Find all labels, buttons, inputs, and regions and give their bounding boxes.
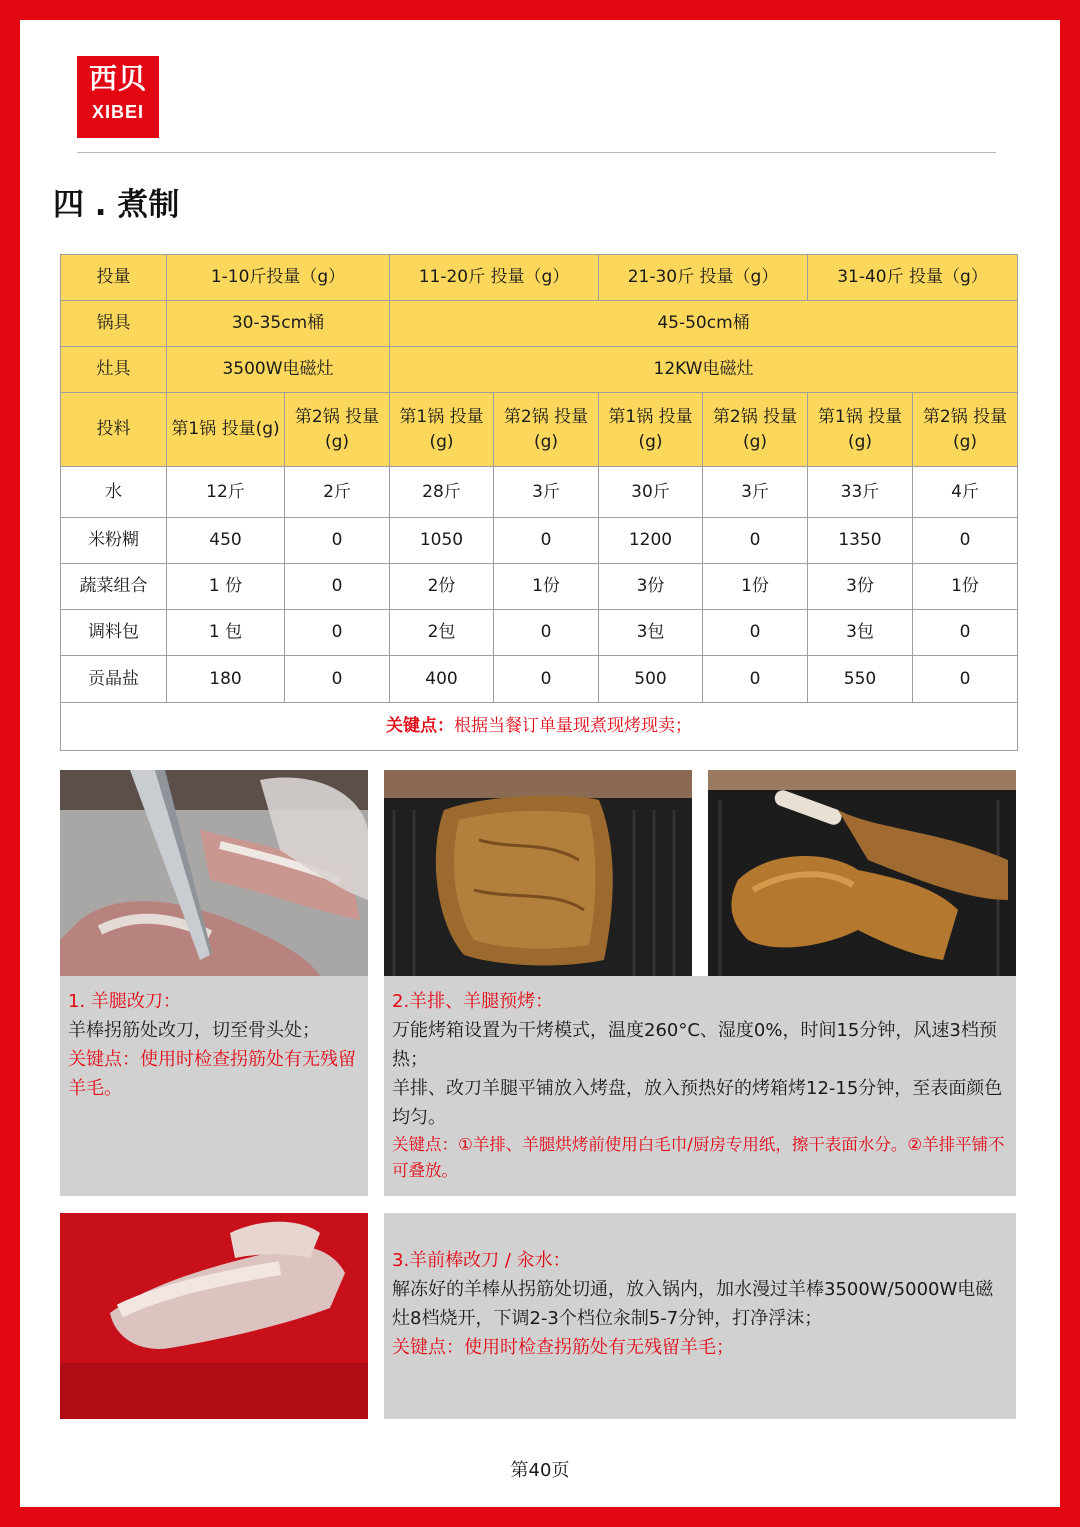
lamb-leg-cutting-illustration bbox=[60, 770, 368, 976]
logo-english-text: XIBEI bbox=[91, 102, 144, 122]
table-row bbox=[61, 518, 1018, 564]
group-header: 11-20斤 投量（g） bbox=[390, 255, 599, 301]
table-cell: 500 bbox=[599, 656, 703, 703]
table-cell: 450 bbox=[167, 518, 285, 564]
row-label: 贡晶盐 bbox=[61, 656, 167, 703]
key-point-label: 关键点： bbox=[386, 716, 454, 736]
table-cell: 12斤 bbox=[167, 467, 285, 518]
logo-chinese-text: 西贝 bbox=[88, 62, 147, 95]
step-3-title: 3.羊前棒改刀 / 汆水： bbox=[392, 1250, 571, 1271]
row-label: 锅具 bbox=[61, 301, 167, 347]
table-cell: 1350 bbox=[808, 518, 913, 564]
table-cell: 0 bbox=[494, 656, 599, 703]
step-1-caption bbox=[60, 976, 368, 1196]
page-number: 第40页 bbox=[510, 1460, 570, 1481]
step-2-body-2: 羊排、改刀羊腿平铺放入烤盘，放入预热好的烤箱烤12-15分钟，至表面颜色均匀。 bbox=[392, 1078, 1003, 1128]
row-label: 水 bbox=[61, 467, 167, 518]
table-row bbox=[61, 564, 1018, 610]
group-header: 21-30斤 投量（g） bbox=[599, 255, 808, 301]
table-row bbox=[61, 656, 1018, 703]
group-header: 31-40斤 投量（g） bbox=[808, 255, 1018, 301]
lamb-shank-cutting-illustration bbox=[60, 1213, 368, 1419]
row-label: 投量 bbox=[61, 255, 167, 301]
step-1-key-point: 关键点：使用时检查拐筋处有无残留羊毛。 bbox=[68, 1049, 356, 1099]
step-3-body: 解冻好的羊棒从拐筋处切通，放入锅内，加水漫过羊棒3500W/5000W电磁灶8档烧开，下调2-3个档位汆制5-7分钟，打净浮沫； bbox=[392, 1279, 994, 1329]
table-cell: 3份 bbox=[808, 564, 913, 610]
row-label: 灶具 bbox=[61, 347, 167, 393]
table-cell: 2斤 bbox=[285, 467, 390, 518]
table-row bbox=[61, 393, 1018, 467]
key-point-text: 根据当餐订单量现煮现烤现卖； bbox=[454, 716, 692, 736]
table-cell: 3包 bbox=[808, 610, 913, 656]
step-2-title: 2.羊排、羊腿预烤： bbox=[392, 991, 554, 1012]
roasted-lamb-legs-photo bbox=[708, 770, 1016, 976]
table-cell: 0 bbox=[913, 656, 1018, 703]
table-cell: 4斤 bbox=[913, 467, 1018, 518]
table-row bbox=[61, 610, 1018, 656]
roasted-lamb-rib-photo bbox=[384, 770, 692, 976]
table-cell: 12KW电磁灶 bbox=[390, 347, 1018, 393]
table-cell: 3500W电磁灶 bbox=[167, 347, 390, 393]
table-cell: 180 bbox=[167, 656, 285, 703]
table-cell: 0 bbox=[703, 656, 808, 703]
table-cell: 400 bbox=[390, 656, 494, 703]
column-header: 第2锅 投量(g) bbox=[494, 393, 599, 467]
table-cell: 0 bbox=[285, 610, 390, 656]
lamb-shank-cutting-photo bbox=[60, 1213, 368, 1419]
row-label: 蔬菜组合 bbox=[61, 564, 167, 610]
table-cell: 30-35cm桶 bbox=[167, 301, 390, 347]
column-header: 第1锅 投量(g) bbox=[599, 393, 703, 467]
step-2-key-point: 关键点：①羊排、羊腿烘烤前使用白毛巾/厨房专用纸，擦干表面水分。②羊排平铺不可叠放。 bbox=[392, 1135, 1005, 1180]
column-header: 第1锅 投量(g) bbox=[808, 393, 913, 467]
table-cell: 0 bbox=[494, 518, 599, 564]
column-header: 第2锅 投量(g) bbox=[703, 393, 808, 467]
table-cell: 3斤 bbox=[494, 467, 599, 518]
table-cell: 1200 bbox=[599, 518, 703, 564]
lamb-leg-cutting-photo bbox=[60, 770, 368, 976]
table-cell: 1 包 bbox=[167, 610, 285, 656]
table-cell: 3份 bbox=[599, 564, 703, 610]
table-cell: 0 bbox=[703, 610, 808, 656]
column-header: 第1锅 投量(g) bbox=[390, 393, 494, 467]
table-cell: 0 bbox=[913, 610, 1018, 656]
table-cell: 28斤 bbox=[390, 467, 494, 518]
step-1-title: 1. 羊腿改刀： bbox=[68, 991, 181, 1012]
group-header: 1-10斤投量（g） bbox=[167, 255, 390, 301]
table-cell: 0 bbox=[913, 518, 1018, 564]
step-2-caption bbox=[384, 976, 1016, 1196]
table-cell: 1050 bbox=[390, 518, 494, 564]
column-header: 第2锅 投量(g) bbox=[913, 393, 1018, 467]
table-row bbox=[61, 467, 1018, 518]
table-cell: 33斤 bbox=[808, 467, 913, 518]
column-header: 第1锅 投量(g) bbox=[167, 393, 285, 467]
section-title: 四 . 煮制 bbox=[53, 187, 180, 223]
step-3-caption bbox=[384, 1213, 1016, 1419]
table-cell: 0 bbox=[285, 564, 390, 610]
table-row bbox=[61, 255, 1018, 301]
table-cell: 1份 bbox=[703, 564, 808, 610]
table-row bbox=[61, 703, 1018, 751]
roasted-lamb-rib-illustration bbox=[384, 770, 692, 976]
table-row bbox=[61, 301, 1018, 347]
table-cell: 0 bbox=[494, 610, 599, 656]
table-cell: 30斤 bbox=[599, 467, 703, 518]
row-label: 投料 bbox=[61, 393, 167, 467]
table-cell: 3包 bbox=[599, 610, 703, 656]
table-cell: 1份 bbox=[494, 564, 599, 610]
table-cell: 2包 bbox=[390, 610, 494, 656]
xibei-logo bbox=[77, 56, 159, 138]
table-cell: 0 bbox=[285, 656, 390, 703]
table-cell: 3斤 bbox=[703, 467, 808, 518]
table-row bbox=[61, 347, 1018, 393]
step-3-key-point: 关键点：使用时检查拐筋处有无残留羊毛； bbox=[392, 1337, 734, 1358]
table-cell: 0 bbox=[703, 518, 808, 564]
row-label: 调料包 bbox=[61, 610, 167, 656]
roasted-lamb-legs-illustration bbox=[708, 770, 1016, 976]
key-point-row bbox=[61, 703, 1018, 751]
cooking-spec-table bbox=[60, 254, 1018, 751]
row-label: 米粉糊 bbox=[61, 518, 167, 564]
step-2-body-1: 万能烤箱设置为干烤模式，温度260°C、湿度0%，时间15分钟，风速3档预热； bbox=[392, 1020, 997, 1070]
table-cell: 2份 bbox=[390, 564, 494, 610]
table-cell: 0 bbox=[285, 518, 390, 564]
column-header: 第2锅 投量(g) bbox=[285, 393, 390, 467]
header-divider bbox=[77, 152, 996, 153]
table-cell: 550 bbox=[808, 656, 913, 703]
step-1-body: 羊棒拐筋处改刀，切至骨头处； bbox=[68, 1020, 320, 1041]
table-cell: 45-50cm桶 bbox=[390, 301, 1018, 347]
table-cell: 1份 bbox=[913, 564, 1018, 610]
table-cell: 1 份 bbox=[167, 564, 285, 610]
